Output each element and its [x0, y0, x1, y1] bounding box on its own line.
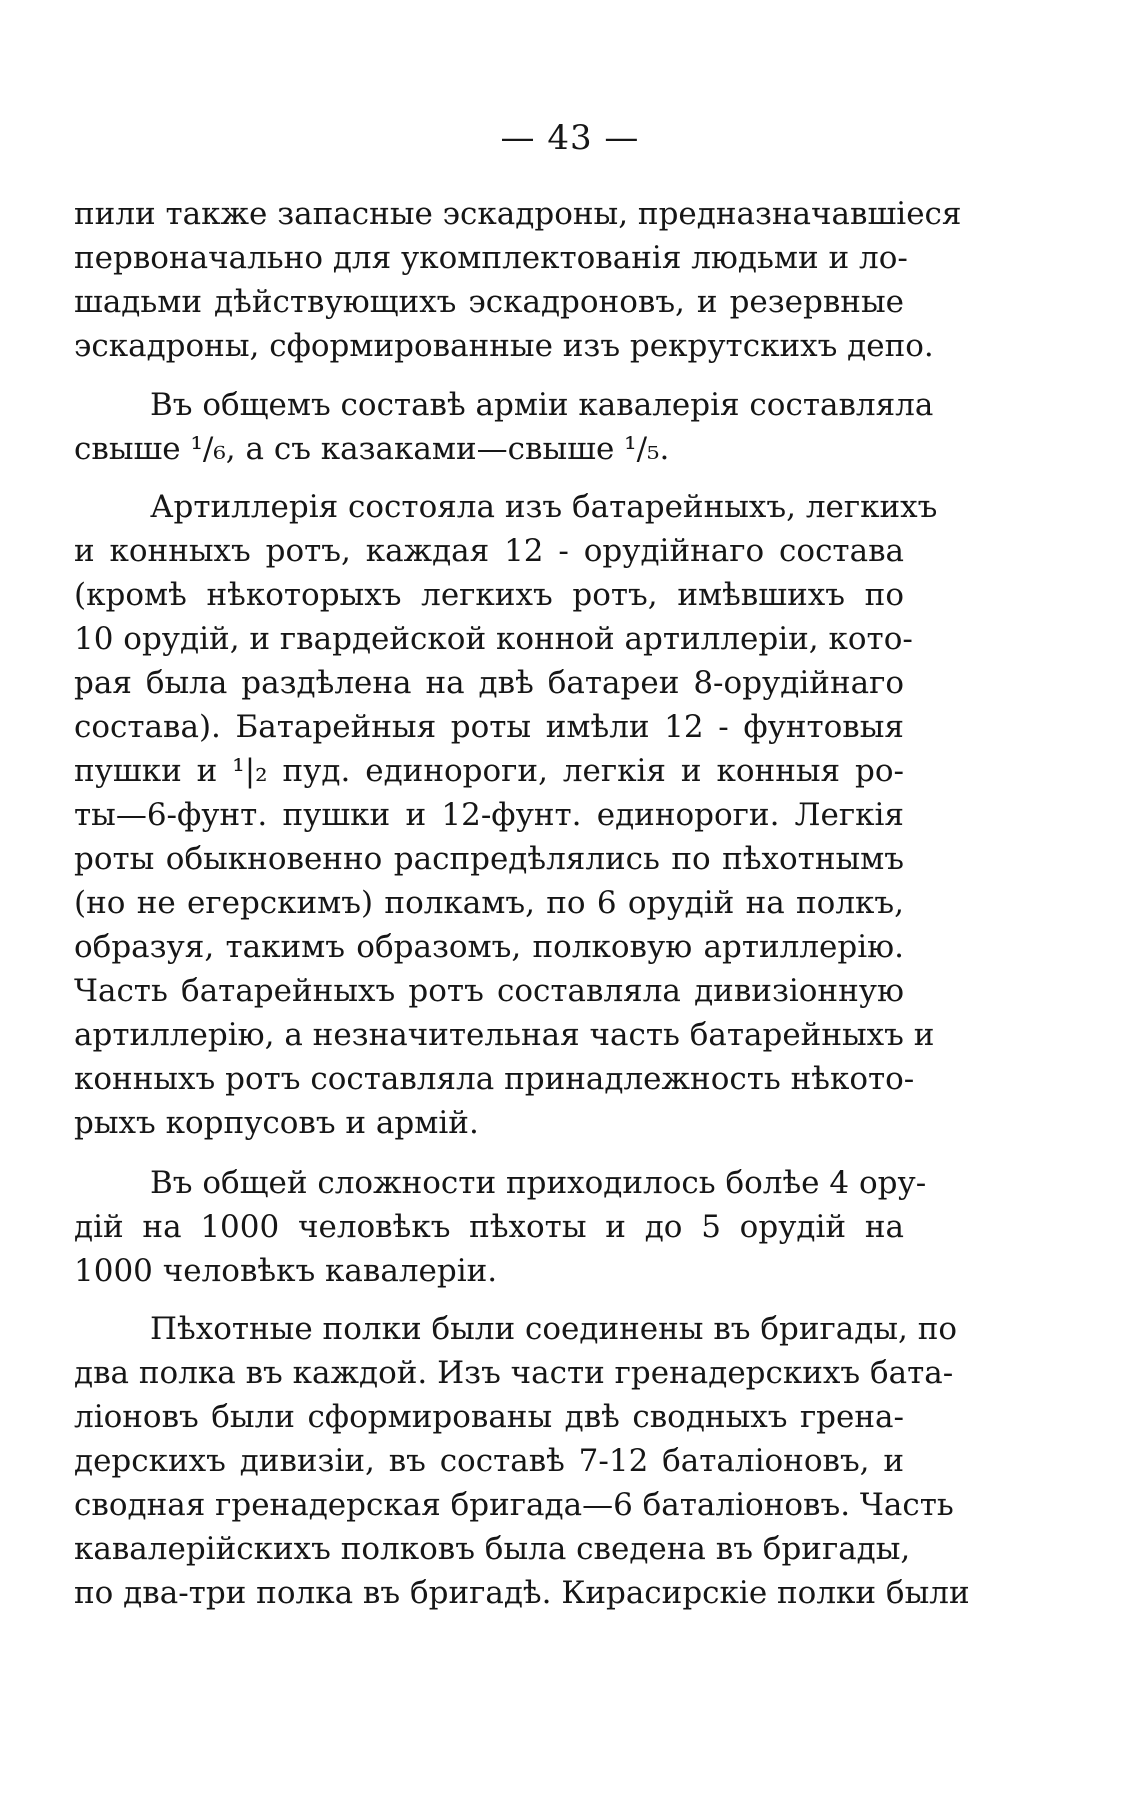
text-line: сводная гренадерская бригада—6 баталіоновъ. Часть — [74, 1487, 954, 1523]
text-line: Часть батарейныхъ ротъ составляла дивизіонную — [74, 973, 904, 1009]
text-line: пушки и ¹|₂ пуд. единороги, легкія и конныя ро- — [74, 753, 904, 789]
text-line: первоначально для укомплектованія людьми и ло- — [74, 240, 908, 276]
text-line: и конныхъ ротъ, каждая 12 - орудійнаго состава — [74, 533, 904, 569]
paragraph-4 — [74, 1161, 927, 1293]
text-line: свыше ¹/₆, а съ казаками—свыше ¹/₅. — [74, 431, 670, 467]
text-line: пили также запасные эскадроны, предназначавшіеся — [74, 196, 962, 232]
text-line: два полка въ каждой. Изъ части гренадерскихъ бата- — [74, 1355, 954, 1391]
text-line: Артиллерія состояла изъ батарейныхъ, легкихъ — [150, 489, 938, 525]
text-line: по два-три полка въ бригадѣ. Кирасирскіе полки были — [74, 1575, 970, 1611]
text-line: роты обыкновенно распредѣлялись по пѣхотнымъ — [74, 841, 904, 877]
text-line: дерскихъ дивизіи, въ составѣ 7-12 баталіоновъ, и — [74, 1443, 904, 1479]
text-line: ты—6-фунт. пушки и 12-фунт. единороги. Легкія — [74, 797, 904, 833]
paragraph-3 — [74, 485, 938, 1145]
text-line: ліоновъ были сформированы двѣ сводныхъ грена- — [74, 1399, 904, 1435]
text-line: Пѣхотные полки были соединены въ бригады, по — [150, 1311, 958, 1347]
text-line: рая была раздѣлена на двѣ батареи 8-орудійнаго — [74, 665, 904, 701]
text-line: эскадроны, сформированные изъ рекрутскихъ депо. — [74, 328, 934, 364]
text-line: дій на 1000 человѣкъ пѣхоты и до 5 орудій на — [74, 1209, 904, 1245]
text-line: Въ общей сложности приходилось болѣе 4 ору- — [150, 1165, 927, 1201]
text-line: (но не егерскимъ) полкамъ, по 6 орудій на полкъ, — [74, 885, 904, 921]
paragraph-5 — [74, 1307, 970, 1615]
paragraph-1 — [74, 192, 962, 368]
text-line: (кромѣ нѣкоторыхъ легкихъ ротъ, имѣвшихъ по — [74, 577, 904, 613]
text-line: Въ общемъ составѣ арміи кавалерія составляла — [150, 387, 934, 423]
text-line: рыхъ корпусовъ и армій. — [74, 1105, 479, 1141]
text-line: образуя, такимъ образомъ, полковую артиллерію. — [74, 929, 904, 965]
text-line: состава). Батарейныя роты имѣли 12 - фунтовыя — [74, 709, 904, 745]
text-line: 10 орудій, и гвардейской конной артиллеріи, кото- — [74, 621, 913, 657]
paragraph-2 — [74, 383, 934, 471]
text-line: шадьми дѣйствующихъ эскадроновъ, и резервные — [74, 284, 904, 320]
text-line: конныхъ ротъ составляла принадлежность нѣкото- — [74, 1061, 915, 1097]
text-line: кавалерійскихъ полковъ была сведена въ бригады, — [74, 1531, 911, 1567]
text-line: артиллерію, а незначительная часть батарейныхъ и — [74, 1017, 935, 1053]
text-line: 1000 человѣкъ кавалеріи. — [74, 1253, 498, 1289]
page-number: — 43 — — [500, 118, 640, 158]
